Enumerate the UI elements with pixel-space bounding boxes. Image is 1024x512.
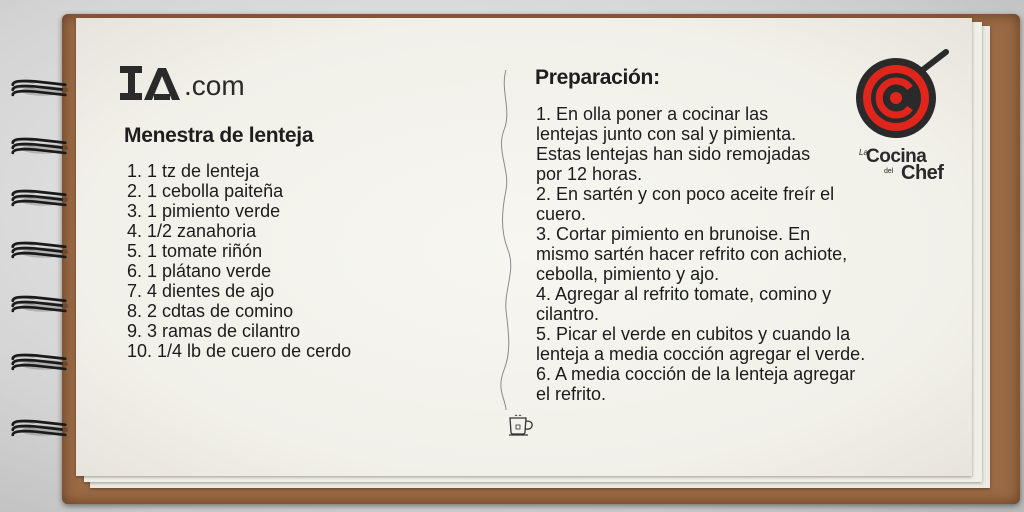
recipe-title: Menestra de lenteja (124, 124, 314, 147)
preparation-line: 5. Picar el verde en cubitos y cuando la (536, 324, 851, 344)
ingredient-item: 2. 1 cebolla paiteña (127, 181, 284, 201)
preparation-line: 3. Cortar pimiento en brunoise. En (536, 224, 811, 244)
preparation-line: 1. En olla poner a cocinar las (536, 104, 769, 124)
page-divider (496, 70, 516, 410)
preparation-line: el refrito. (536, 384, 607, 404)
logo-text-cocina: Cocina (866, 146, 927, 167)
logo-domain: .com (184, 70, 245, 101)
preparation-line: cebolla, pimiento y ajo. (536, 264, 720, 284)
preparation-title: Preparación: (535, 66, 660, 89)
preparation-line: 4. Agregar al refrito tomate, comino y (536, 284, 832, 304)
ingredient-item: 9. 3 ramas de cilantro (127, 321, 301, 341)
ingredient-item: 5. 1 tomate riñón (127, 241, 263, 261)
spiral-ring-icon (6, 418, 72, 440)
spiral-ring-icon (6, 240, 72, 262)
ta-logo-mark-icon (120, 66, 182, 102)
spiral-ring-icon (6, 352, 72, 374)
ingredient-item: 4. 1/2 zanahoria (127, 221, 257, 241)
ingredient-item: 8. 2 cdtas de comino (127, 301, 294, 321)
ingredient-item: 3. 1 pimiento verde (127, 201, 281, 221)
logo-text-la: La (859, 148, 868, 157)
logo-text-del: del (884, 168, 894, 175)
preparation-line: lentejas junto con sal y pimienta. (536, 124, 797, 144)
preparation-line: 6. A media cocción de la lenteja agregar (536, 364, 856, 384)
preparation-line: 2. En sartén y con poco aceite freír el (536, 184, 835, 204)
ingredient-item: 6. 1 plátano verde (127, 261, 272, 281)
spiral-ring-icon (6, 78, 72, 100)
preparation-line: cilantro. (536, 304, 600, 324)
preparation-line: Estas lentejas han sido remojadas (536, 144, 811, 164)
spiral-ring-icon (6, 188, 72, 210)
spiral-ring-icon (6, 136, 72, 158)
ingredient-item: 10. 1/4 lb de cuero de cerdo (127, 341, 352, 361)
site-logo (120, 64, 245, 102)
logo-text-chef: Chef (901, 162, 944, 184)
ingredient-item: 7. 4 dientes de ajo (127, 281, 275, 301)
spiral-ring-icon (6, 294, 72, 316)
preparation-line: lenteja a media cocción agregar el verde. (536, 344, 866, 364)
ingredient-item: 1. 1 tz de lenteja (127, 161, 260, 181)
preparation-line: por 12 horas. (536, 164, 643, 184)
preparation-line: cuero. (536, 204, 587, 224)
preparation-line: mismo sartén hacer refrito con achiote, (536, 244, 848, 264)
ingredient-list (127, 161, 351, 361)
coffee-mug-icon (507, 414, 537, 436)
